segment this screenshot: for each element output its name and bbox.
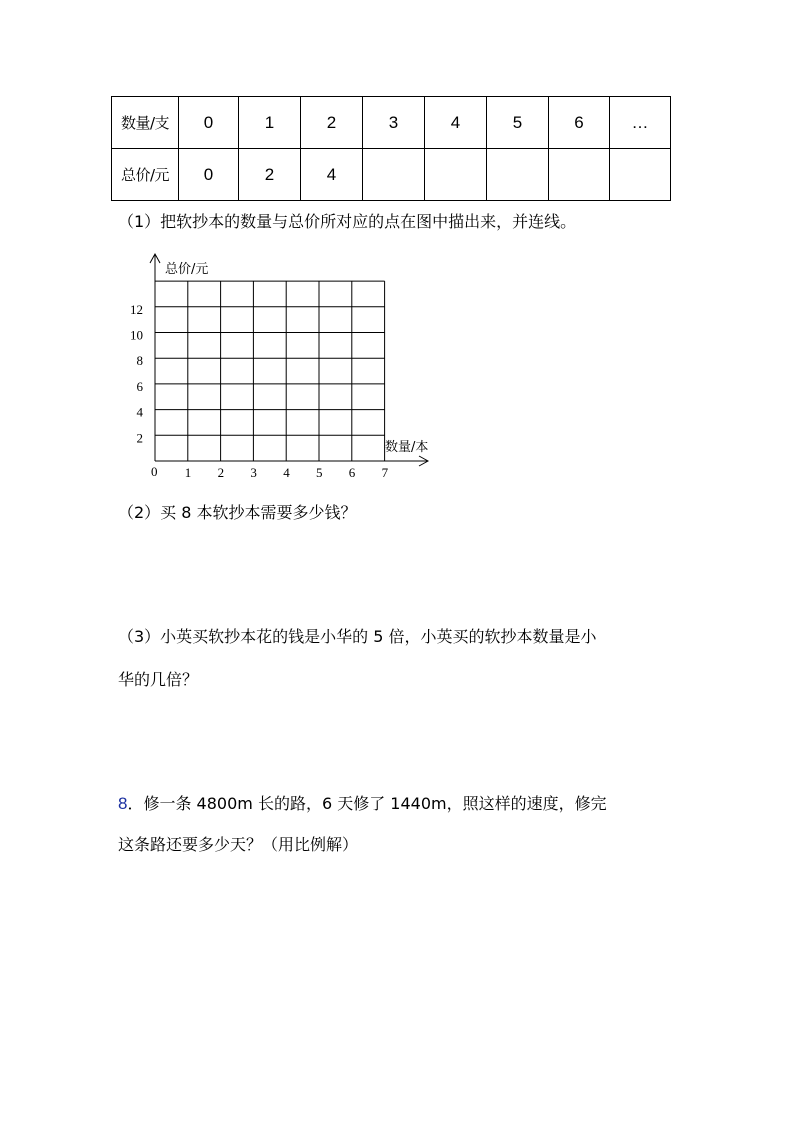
- y-tick-label: 12: [130, 301, 143, 317]
- table-cell-header: 总价/元: [112, 149, 179, 201]
- question-8-line-1: [118, 794, 607, 814]
- table-cell: 1: [239, 97, 301, 149]
- y-axis-label: 总价/元: [165, 262, 209, 277]
- origin-label: 0: [151, 464, 158, 479]
- question-8-number: 8: [118, 794, 128, 813]
- question-8-text: ．修一条 4800m 长的路，6 天修了 1440m，照这样的速度，修完: [127, 794, 607, 813]
- table-cell-header: 数量/支: [112, 97, 179, 149]
- table-cell-blank[interactable]: [425, 149, 487, 201]
- table-cell-blank[interactable]: [487, 149, 549, 201]
- table-cell: 4: [425, 97, 487, 149]
- question-3-line-2: 华的几倍？: [118, 670, 199, 689]
- table-cell: 5: [487, 97, 549, 149]
- table-cell-blank[interactable]: [363, 149, 425, 201]
- price-table: [111, 96, 671, 201]
- x-tick-label: 3: [250, 465, 257, 480]
- x-axis-label: 数量/本: [385, 440, 429, 455]
- y-tick-label: 4: [136, 404, 143, 420]
- grid-chart[interactable]: [110, 245, 450, 485]
- table-cell: 3: [363, 97, 425, 149]
- y-tick-label: 8: [136, 353, 143, 369]
- table-cell-blank[interactable]: [610, 149, 671, 201]
- x-tick-label: 4: [283, 465, 290, 480]
- table-cell: 2: [301, 97, 363, 149]
- table-cell-blank[interactable]: [549, 149, 610, 201]
- y-tick-label: 10: [130, 327, 143, 343]
- table-cell: 2: [239, 149, 301, 201]
- x-tick-label: 6: [348, 465, 356, 480]
- table-cell: 4: [301, 149, 363, 201]
- x-tick-label: 2: [217, 465, 225, 480]
- question-1: （1）把软抄本的数量与总价所对应的点在图中描出来，并连线。: [118, 212, 577, 231]
- table-cell: 0: [179, 149, 239, 201]
- table-cell: 6: [549, 97, 610, 149]
- y-tick-labels: [130, 302, 144, 446]
- x-tick-label: 5: [316, 465, 323, 480]
- x-tick-label: 1: [184, 465, 192, 480]
- question-8-line-2: 这条路还要多少天？（用比例解）: [118, 835, 359, 854]
- grid-lines: [155, 281, 385, 461]
- y-tick-label: 6: [136, 378, 143, 394]
- x-tick-labels: [185, 465, 389, 480]
- table-cell: 0: [179, 97, 239, 149]
- x-tick-label: 7: [381, 465, 389, 480]
- table-cell: …: [610, 97, 671, 149]
- question-2: （2）买 8 本软抄本需要多少钱？: [118, 503, 357, 522]
- y-tick-label: 2: [136, 430, 143, 446]
- question-3-line-1: （3）小英买软抄本花的钱是小华的 5 倍，小英买的软抄本数量是小: [118, 627, 597, 646]
- table-row: [112, 149, 671, 201]
- table-row: [112, 97, 671, 149]
